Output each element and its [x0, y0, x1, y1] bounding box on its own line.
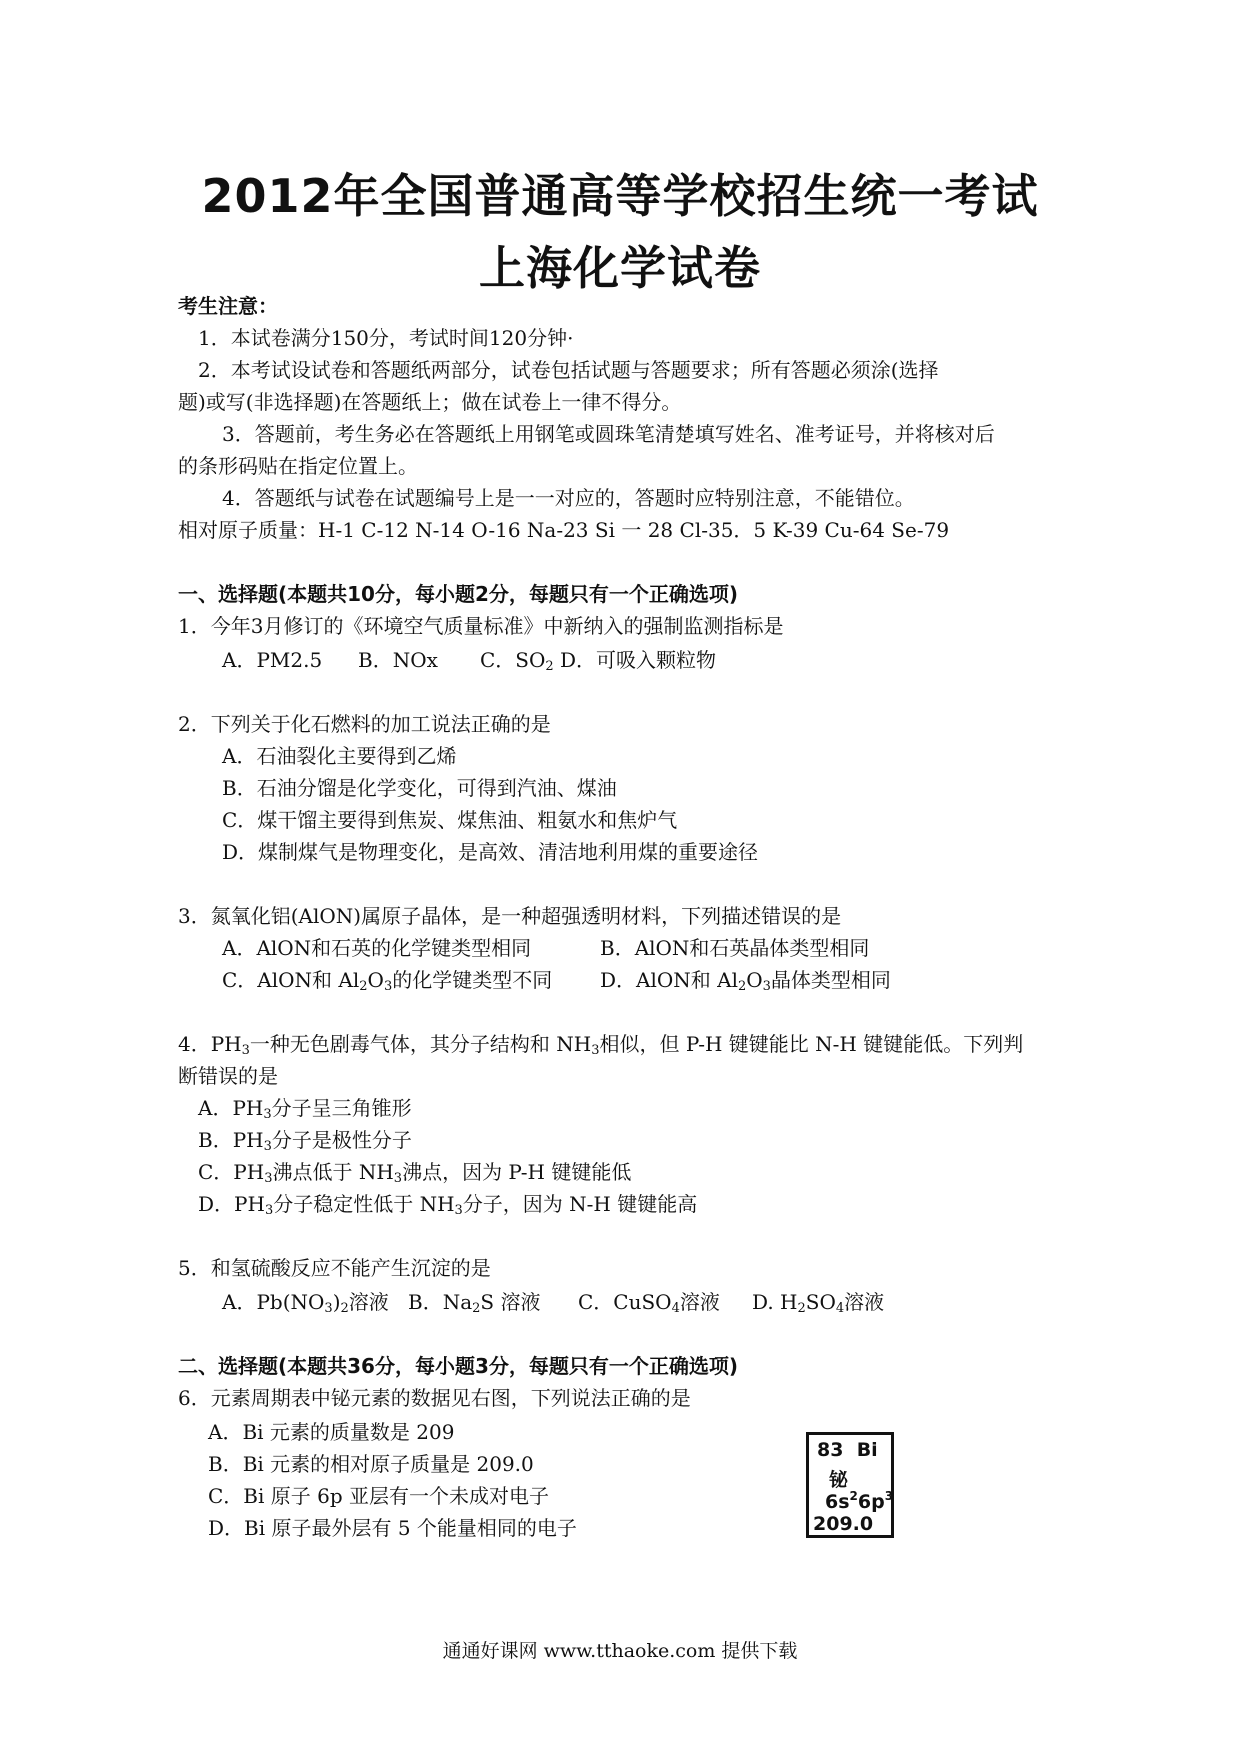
q3-option-a: A．AlON和石英的化学键类型相同	[222, 936, 532, 960]
q4-option-a: A．$PH_3$分子呈三角锥形	[198, 1096, 412, 1122]
bi-symbol: Bi	[856, 1439, 878, 1461]
footer-source: 通通好课网 www.tthaoke.com 提供下载	[442, 1640, 798, 1662]
bi-name: 铋	[829, 1469, 849, 1491]
section-2-heading: 二、选择题(本题共36分，每小题3分，每题只有一个正确选项)	[178, 1354, 739, 1378]
q1-stem: 1．今年3月修订的《环境空气质量标准》中新纳入的强制监测指标是	[178, 614, 784, 638]
q6-option-b: B．Bi 元素的相对原子质量是 209.0	[208, 1452, 534, 1476]
exam-title-line1: 2012年全国普通高等学校招生统一考试	[201, 169, 1039, 223]
notice-heading: 考生注意：	[178, 294, 278, 318]
q4-option-c: C．$PH_3$沸点低于 $NH_3$沸点，因为 P-H 键键能低	[198, 1160, 632, 1186]
notice-item-3a: 3．答题前，考生务必在答题纸上用钢笔或圆珠笔清楚填写姓名、准考证号，并将核对后	[222, 422, 995, 446]
q5-option-b: B．$Na_2S$ 溶液	[408, 1290, 541, 1316]
q5-option-d: D. $H_2SO_4$溶液	[752, 1290, 885, 1316]
bismuth-element-card	[806, 1432, 894, 1538]
q6-option-d: D．Bi 原子最外层有 5 个能量相同的电子	[208, 1516, 577, 1540]
q4-stem-continued: 断错误的是	[178, 1064, 278, 1088]
q1-option-c: C．$SO_2$	[480, 648, 554, 674]
q2-option-b: B．石油分馏是化学变化，可得到汽油、煤油	[222, 776, 617, 800]
notice-item-2a: 2．本考试设试卷和答题纸两部分，试卷包括试题与答题要求；所有答题必须涂(选择	[198, 358, 939, 382]
q6-option-c: C．Bi 原子 6p 亚层有一个未成对电子	[208, 1484, 549, 1508]
q5-stem: 5．和氢硫酸反应不能产生沉淀的是	[178, 1256, 491, 1280]
q2-stem: 2．下列关于化石燃料的加工说法正确的是	[178, 712, 551, 736]
notice-item-1: 1．本试卷满分150分，考试时间120分钟·	[198, 326, 574, 350]
q3-stem: 3．氮氧化铝(AlON)属原子晶体，是一种超强透明材料，下列描述错误的是	[178, 904, 842, 928]
q1-option-d: D．可吸入颗粒物	[560, 648, 717, 672]
bi-number-symbol	[817, 1439, 878, 1461]
q2-option-a: A．石油裂化主要得到乙烯	[222, 744, 457, 768]
q6-option-a: A．Bi 元素的质量数是 209	[208, 1420, 455, 1444]
notice-item-4: 4．答题纸与试卷在试题编号上是一一对应的，答题时应特别注意，不能错位。	[222, 486, 915, 510]
exam-title-line2: 上海化学试卷	[479, 241, 761, 295]
bi-atomic-number: 83	[817, 1439, 844, 1461]
q4-option-b: B．$PH_3$分子是极性分子	[198, 1128, 412, 1154]
q6-stem: 6．元素周期表中铋元素的数据见右图，下列说法正确的是	[178, 1386, 691, 1410]
q5-option-c: C．CuSO$_4$溶液	[578, 1290, 720, 1316]
q4-option-d: D．$PH_3$分子稳定性低于 $NH_3$分子，因为 N-H 键键能高	[198, 1192, 698, 1218]
q3-option-d: D．AlON和 $Al_2O_3$晶体类型相同	[600, 968, 891, 994]
q5-option-a: A．$Pb(NO_3)_2$溶液	[222, 1290, 389, 1316]
q2-option-c: C．煤干馏主要得到焦炭、煤焦油、粗氨水和焦炉气	[222, 808, 678, 832]
atomic-masses: 相对原子质量：H-1 C-12 N-14 O-16 Na-23 Si 一 28 Cl-35．5 K-39 Cu-64 Se-79	[178, 518, 950, 542]
q1-option-b: B．NOx	[358, 648, 438, 672]
q2-option-d: D．煤制煤气是物理变化，是高效、清洁地利用煤的重要途径	[222, 840, 759, 864]
notice-item-2b: 题)或写(非选择题)在答题纸上；做在试卷上一律不得分。	[178, 390, 682, 414]
bi-atomic-mass: 209.0	[813, 1513, 874, 1535]
bi-electron-config: $6s^26p^3$	[825, 1489, 894, 1513]
q3-option-c: C．AlON和 $Al_2O_3$的化学键类型不同	[222, 968, 553, 994]
section-1-heading: 一、选择题(本题共10分，每小题2分，每题只有一个正确选项)	[178, 582, 739, 606]
q3-option-b: B．AlON和石英晶体类型相同	[600, 936, 870, 960]
notice-item-3b: 的条形码贴在指定位置上。	[178, 454, 418, 478]
q4-stem: 4．$PH_3$一种无色剧毒气体，其分子结构和 $NH_3$相似，但 P-H 键键能比 N-H 键键能低。下列判	[178, 1032, 1024, 1058]
q1-option-a: A．PM2.5	[222, 648, 323, 672]
